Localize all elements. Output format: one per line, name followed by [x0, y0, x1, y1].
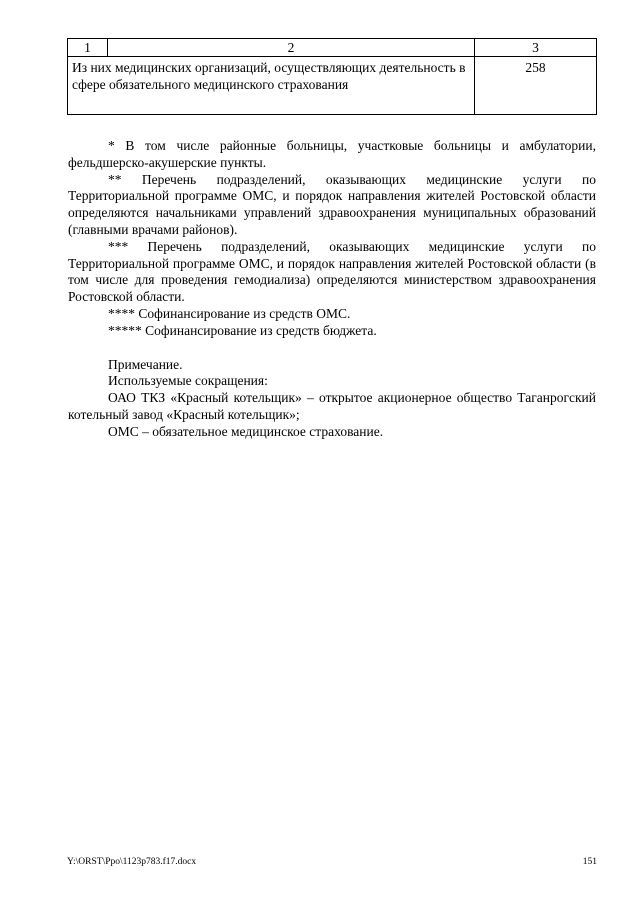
- header-col-3: 3: [475, 39, 597, 57]
- footnote-5: ***** Софинансирование из средств бюджета.: [108, 322, 377, 338]
- header-col-1: 1: [68, 39, 108, 57]
- footnote-4: **** Софинансирование из средств ОМС.: [108, 305, 351, 321]
- page-footer: [67, 857, 597, 867]
- note-title: Примечание.: [108, 356, 183, 372]
- footnote-2: ** Перечень подразделений, оказывающих медицинские услуги по Территориальной программе ОМС, и порядок направления жителей Ростовской области определяются начальниками управлений здравоохранения муниципальных образований (главными врачами районов).: [68, 171, 596, 237]
- footnote-3: *** Перечень подразделений, оказывающих медицинские услуги по Территориальной программе ОМС, и порядок направления жителей Ростовской области (в том числе для проведения гемодиализа) определяются министерством здравоохранения Ростовской области.: [68, 238, 596, 305]
- page-number: 151: [582, 857, 597, 867]
- abbreviation-2: ОМС – обязательное медицинское страхование.: [108, 423, 384, 439]
- row-description: Из них медицинских организаций, осуществляющих деятельность в сфере обязательного медицинского страхования: [68, 57, 475, 115]
- row-value: 258: [475, 57, 597, 115]
- abbreviations-title: Используемые сокращения:: [108, 373, 268, 389]
- table-header-row: [68, 39, 597, 57]
- table-row: [68, 57, 597, 115]
- footnote-1: * В том числе районные больницы, участковые больницы и амбулатории, фельдшерско-акушерские пункты.: [68, 138, 596, 170]
- abbreviation-1: ОАО ТКЗ «Красный котельщик» – открытое акционерное общество Таганрогский котельный завод «Красный котельщик»;: [68, 390, 596, 422]
- file-path: Y:\ORST\Ppo\1123p783.f17.docx: [67, 857, 197, 867]
- footnotes: [68, 138, 596, 441]
- data-table: [67, 38, 597, 115]
- header-col-2: 2: [108, 39, 475, 57]
- spacer: [68, 340, 596, 357]
